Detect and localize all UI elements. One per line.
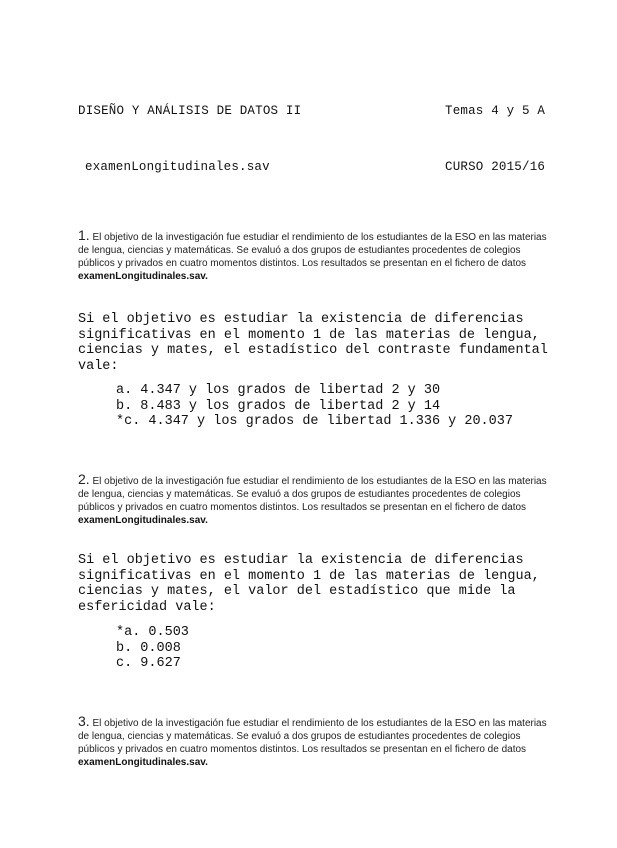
question-3-file-name: examenLongitudinales.sav. <box>78 757 208 768</box>
question-3-number: 3. <box>78 713 90 729</box>
question-1-number: 1. <box>78 227 90 243</box>
question-3-intro-text: El objetivo de la investigación fue estudiar el rendimiento de los estudiantes de la ESO en las materias de lengua, ciencias y matemáticas. Se evaluó a dos grupos de estudiantes procedentes de colegios públicos y privados en cuatro momentos distintos. Los resultados se presentan en el fichero de datos <box>78 718 547 755</box>
topics-label: Temas 4 y 5 A <box>445 104 546 118</box>
question-2-option-c: c. 9.627 <box>116 656 181 671</box>
question-2-file-name: examenLongitudinales.sav. <box>78 515 208 526</box>
question-2-option-b: b. 0.008 <box>116 640 181 656</box>
question-2-option-a: *a. 0.503 <box>116 625 189 640</box>
question-1-options <box>116 383 513 430</box>
question-3-intro <box>78 715 548 769</box>
question-2-intro <box>78 473 548 527</box>
course-title: DISEÑO Y ANÁLISIS DE DATOS II <box>78 104 302 118</box>
question-2-stem: Si el objetivo es estudiar la existencia de diferencias significativas en el momento 1 de las materias de lengua, ciencias y mates, el valor del estadístico que mide la esfericidad vale: <box>78 553 540 615</box>
question-2-number: 2. <box>78 471 90 487</box>
question-1-option-a: a. 4.347 y los grados de libertad 2 y 30 <box>116 383 441 398</box>
question-1-stem: Si el objetivo es estudiar la existencia de diferencias significativas en el momento 1 de las materias de lengua, ciencias y mates, el estadístico del contraste fundamental vale: <box>78 312 548 374</box>
question-1-option-c: *c. 4.347 y los grados de libertad 1.336 y 20.037 <box>116 414 513 429</box>
question-1-file-name: examenLongitudinales.sav. <box>78 271 208 282</box>
question-1-option-b: b. 8.483 y los grados de libertad 2 y 14 <box>116 398 441 414</box>
course-year-label: CURSO 2015/16 <box>445 160 546 174</box>
question-1-intro-text: El objetivo de la investigación fue estudiar el rendimiento de los estudiantes de la ESO en las materias de lengua, ciencias y matemáticas. Se evaluó a dos grupos de estudiantes procedentes de colegios públicos y privados en cuatro momentos distintos. Los resultados se presentan en el fichero de datos <box>78 232 547 269</box>
question-2-intro-text: El objetivo de la investigación fue estudiar el rendimiento de los estudiantes de la ESO en las materias de lengua, ciencias y matemáticas. Se evaluó a dos grupos de estudiantes procedentes de colegios públicos y privados en cuatro momentos distintos. Los resultados se presentan en el fichero de datos <box>78 476 547 513</box>
question-1-intro <box>78 229 548 283</box>
data-file-label: examenLongitudinales.sav <box>85 160 270 174</box>
question-2-options <box>116 625 189 672</box>
